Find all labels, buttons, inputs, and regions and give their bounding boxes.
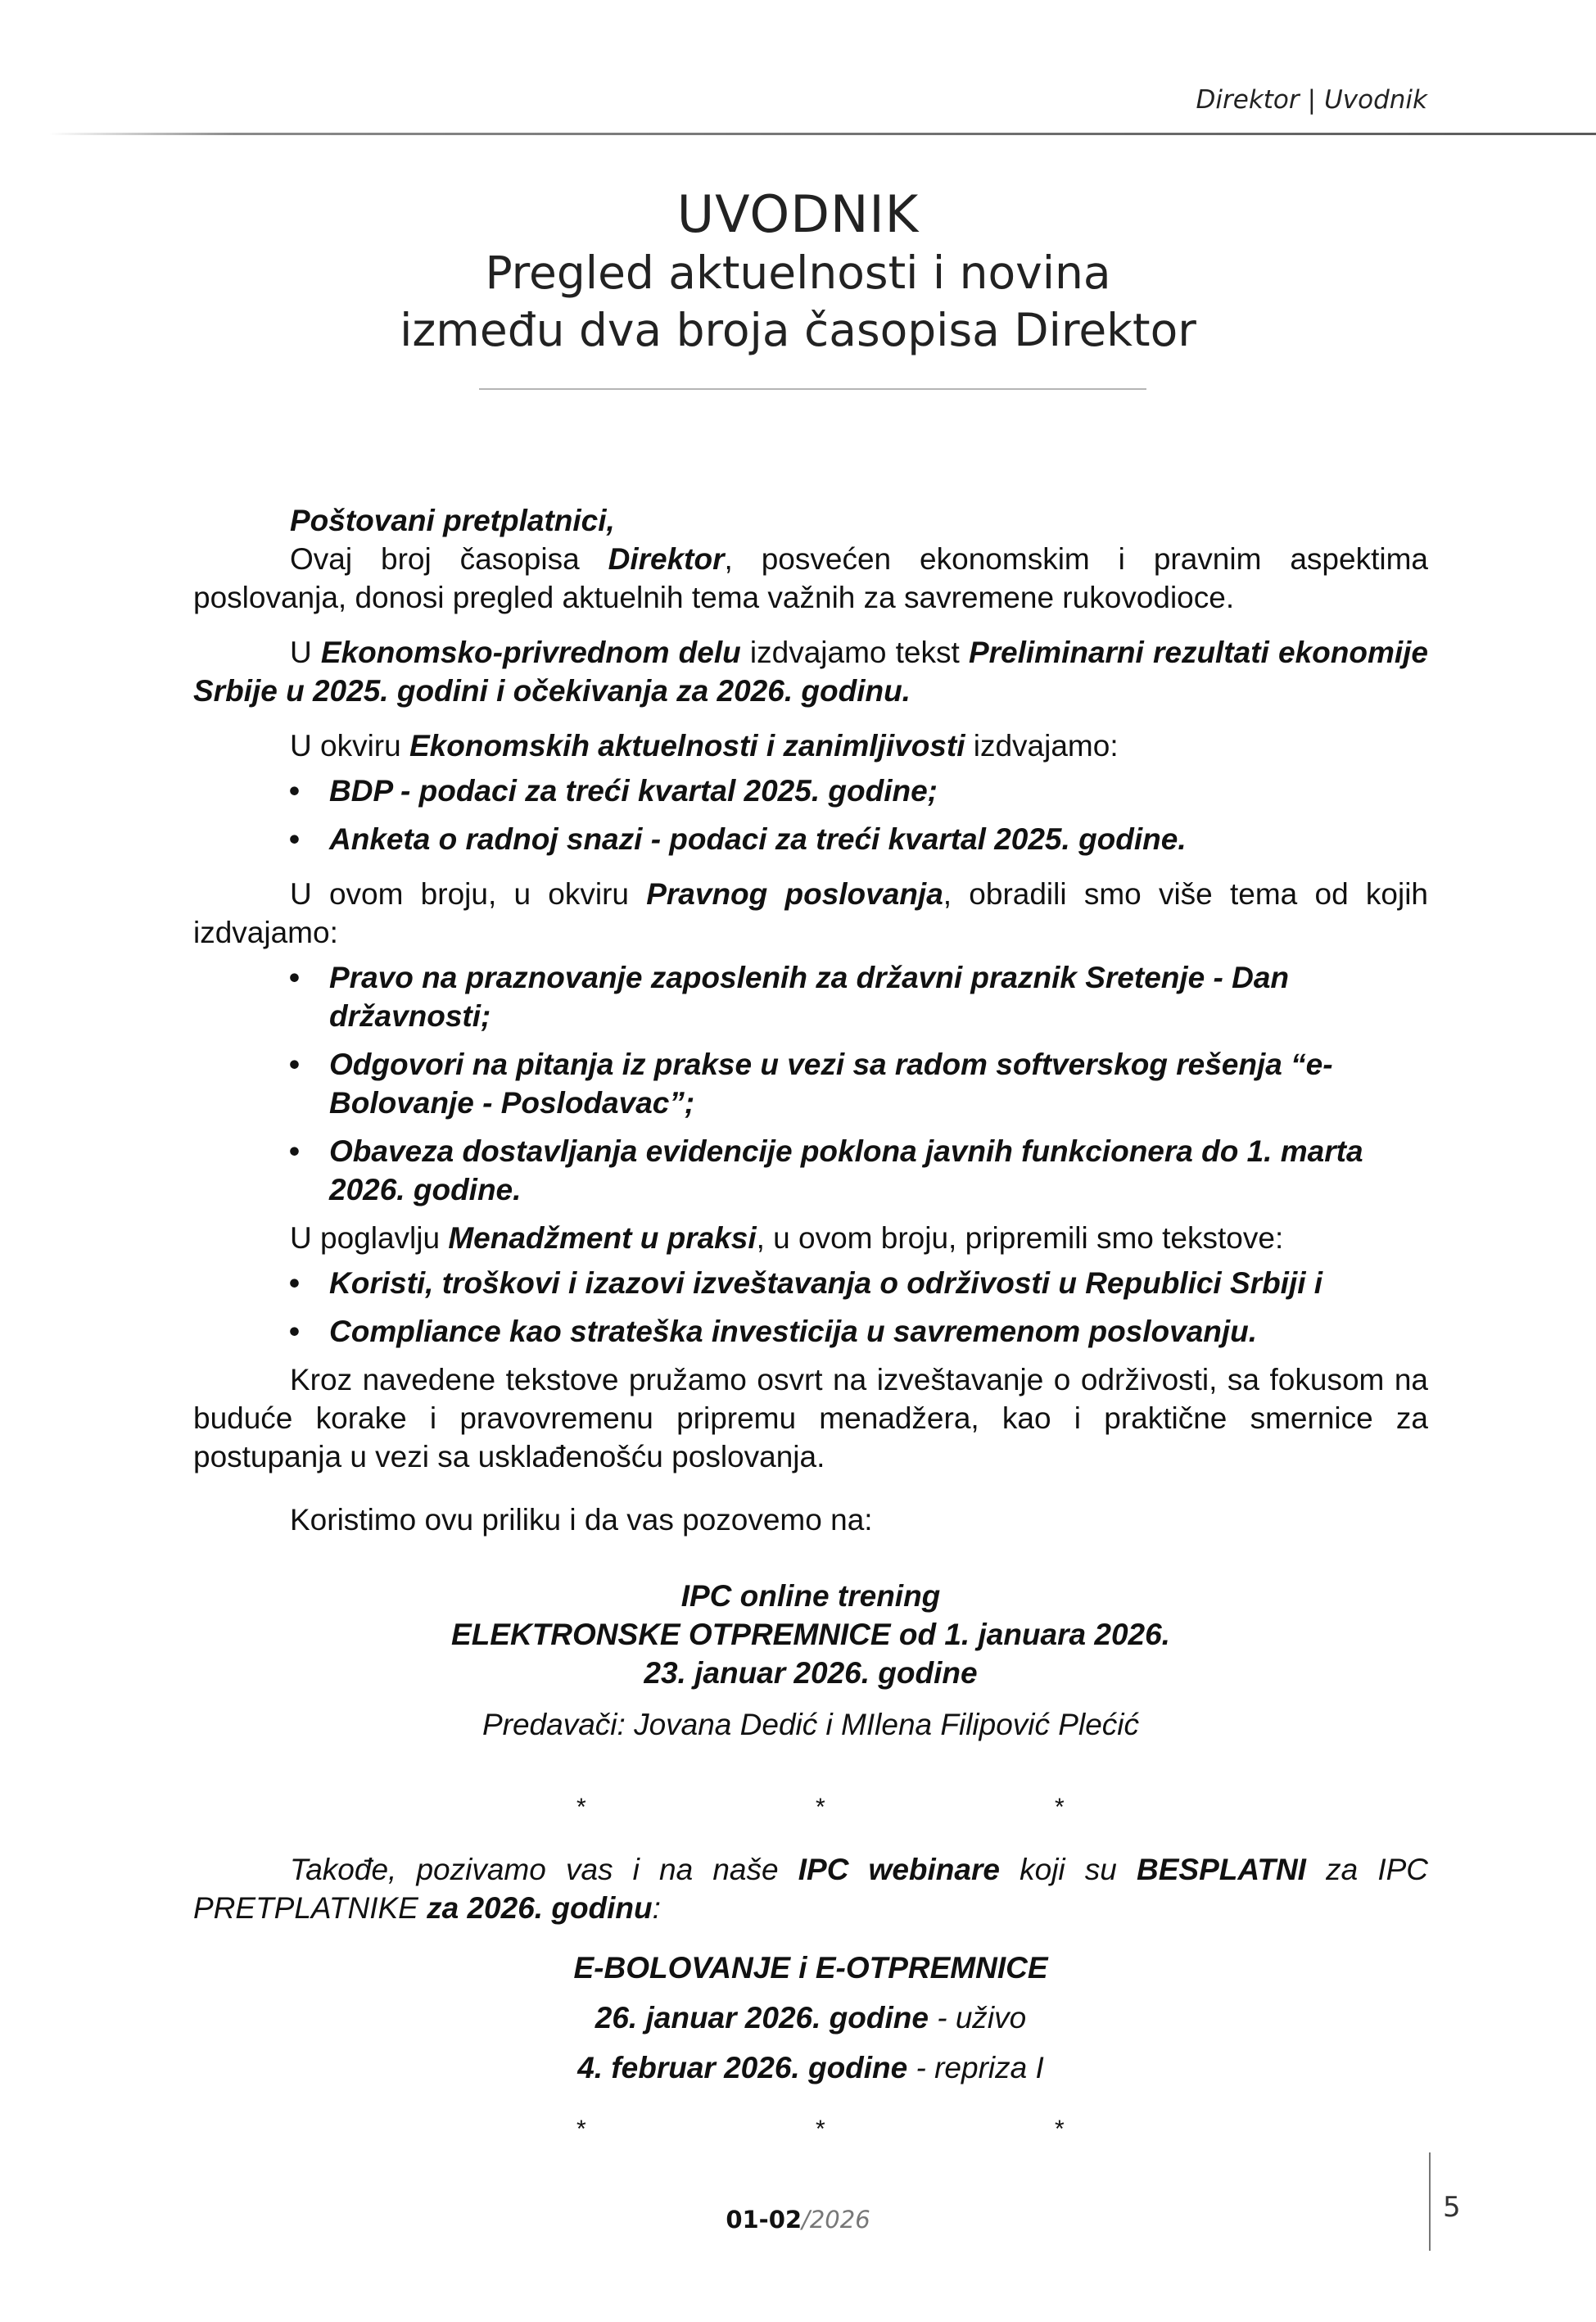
paragraph-invitation: Koristimo ovu priliku i da vas pozovemo na:: [290, 1503, 873, 1537]
paragraph-economic-news: U okviru Ekonomskih aktuelnosti i zanimljivosti izdvajamo:: [290, 729, 1119, 763]
list-item: • Anketa o radnoj snazi - podaci za treći kvartal 2025. godine.: [193, 820, 1428, 858]
separator-star: *: [576, 2116, 586, 2143]
training-date: 23. januar 2026. godine: [644, 1656, 978, 1690]
separator-star: *: [1055, 2116, 1065, 2143]
training-announcement: [193, 1577, 1428, 1744]
title-rule: [479, 388, 1146, 390]
header-rule: [49, 133, 1596, 135]
webinar-announcement: [193, 1949, 1428, 2087]
salutation: Poštovani pretplatnici,: [290, 504, 615, 537]
footer-issue: [0, 2206, 1596, 2234]
header-separator: |: [1307, 85, 1317, 115]
list-item: • BDP - podaci za treći kvartal 2025. godine;: [193, 772, 1428, 810]
page-number: 5: [1443, 2191, 1461, 2224]
list-item: • Pravo na praznovanje zaposlenih za državni praznik Sretenje - Dan državnosti;: [193, 958, 1428, 1035]
separator-star: *: [816, 1794, 825, 1821]
article-body: [193, 501, 1429, 2143]
paragraph-intro: Ovaj broj časopisa Direktor, posvećen ekonomskim i pravnim aspektima poslovanja, donosi pregled aktuelnih tema važnih za savremene rukovodioce.: [193, 542, 1428, 614]
paragraph-economy: U Ekonomsko-privrednom delu izdvajamo tekst Preliminarni rezultati ekonomije Srbije u 2025. godini i očekivanja za 2026. godinu.: [193, 636, 1429, 708]
economic-news-list: [193, 772, 1428, 858]
paragraph-webinar-invitation: Takođe, pozivamo vas i na naše IPC webinare koji su BESPLATNI za IPC PRETPLATNIKE za 2026. godinu:: [193, 1853, 1429, 1925]
paragraph-summary: Kroz navedene tekstove pružamo osvrt na izveštavanje o održivosti, sa fokusom na buduće korake i pravovremenu pripremu menadžera, kao i praktične smernice za postupanja u vezi sa usklađenošću poslovanja.: [193, 1363, 1428, 1473]
page-subtitle-line1: Pregled aktuelnosti i novina: [485, 247, 1111, 299]
paragraph-management: U poglavlju Menadžment u praksi, u ovom broju, pripremili smo tekstove:: [290, 1221, 1284, 1255]
issue-year: /2026: [802, 2206, 870, 2234]
list-item: • Compliance kao strateška investicija u savremenom poslovanju.: [193, 1312, 1428, 1351]
list-item: • Odgovori na pitanja iz prakse u vezi sa radom softverskog rešenja “e-Bolovanje - Poslodavac”;: [193, 1045, 1428, 1122]
legal-topics-list: [193, 958, 1428, 1209]
section-separator: [193, 2110, 1428, 2143]
section-separator: [193, 1788, 1428, 1821]
page-title: UVODNIK: [676, 184, 920, 244]
webinar-date-rerun: 4. februar 2026. godine - repriza I: [577, 2051, 1044, 2084]
footer-rule: [1429, 2152, 1431, 2251]
paragraph-legal: U ovom broju, u okviru Pravnog poslovanja, obradili smo više tema od kojih izdvajamo:: [193, 877, 1428, 949]
title-block: [0, 185, 1596, 359]
webinar-title: E-BOLOVANJE i E-OTPREMNICE: [573, 1951, 1048, 1985]
page-subtitle-line2: između dva broja časopisa Direktor: [400, 304, 1196, 356]
running-header: [1196, 85, 1427, 115]
training-title: IPC online trening: [680, 1579, 941, 1613]
header-section: Direktor: [1196, 85, 1300, 115]
training-lecturers: Predavači: Jovana Dedić i MIlena Filipović Plećić: [482, 1708, 1139, 1741]
management-topics-list: [193, 1264, 1428, 1351]
separator-star: *: [1055, 1794, 1065, 1821]
separator-star: *: [576, 1794, 586, 1821]
webinar-date-live: 26. januar 2026. godine - uživo: [595, 2001, 1027, 2035]
separator-star: *: [816, 2116, 825, 2143]
training-topic: ELEKTRONSKE OTPREMNICE od 1. januara 2026.: [451, 1618, 1170, 1651]
list-item: • Koristi, troškovi i izazovi izveštavanja o održivosti u Republici Srbiji i: [193, 1264, 1428, 1302]
header-title: Uvodnik: [1324, 85, 1427, 115]
issue-number: 01-02: [726, 2206, 803, 2234]
list-item: • Obaveza dostavljanja evidencije poklona javnih funkcionera do 1. marta 2026. godine.: [193, 1132, 1428, 1209]
